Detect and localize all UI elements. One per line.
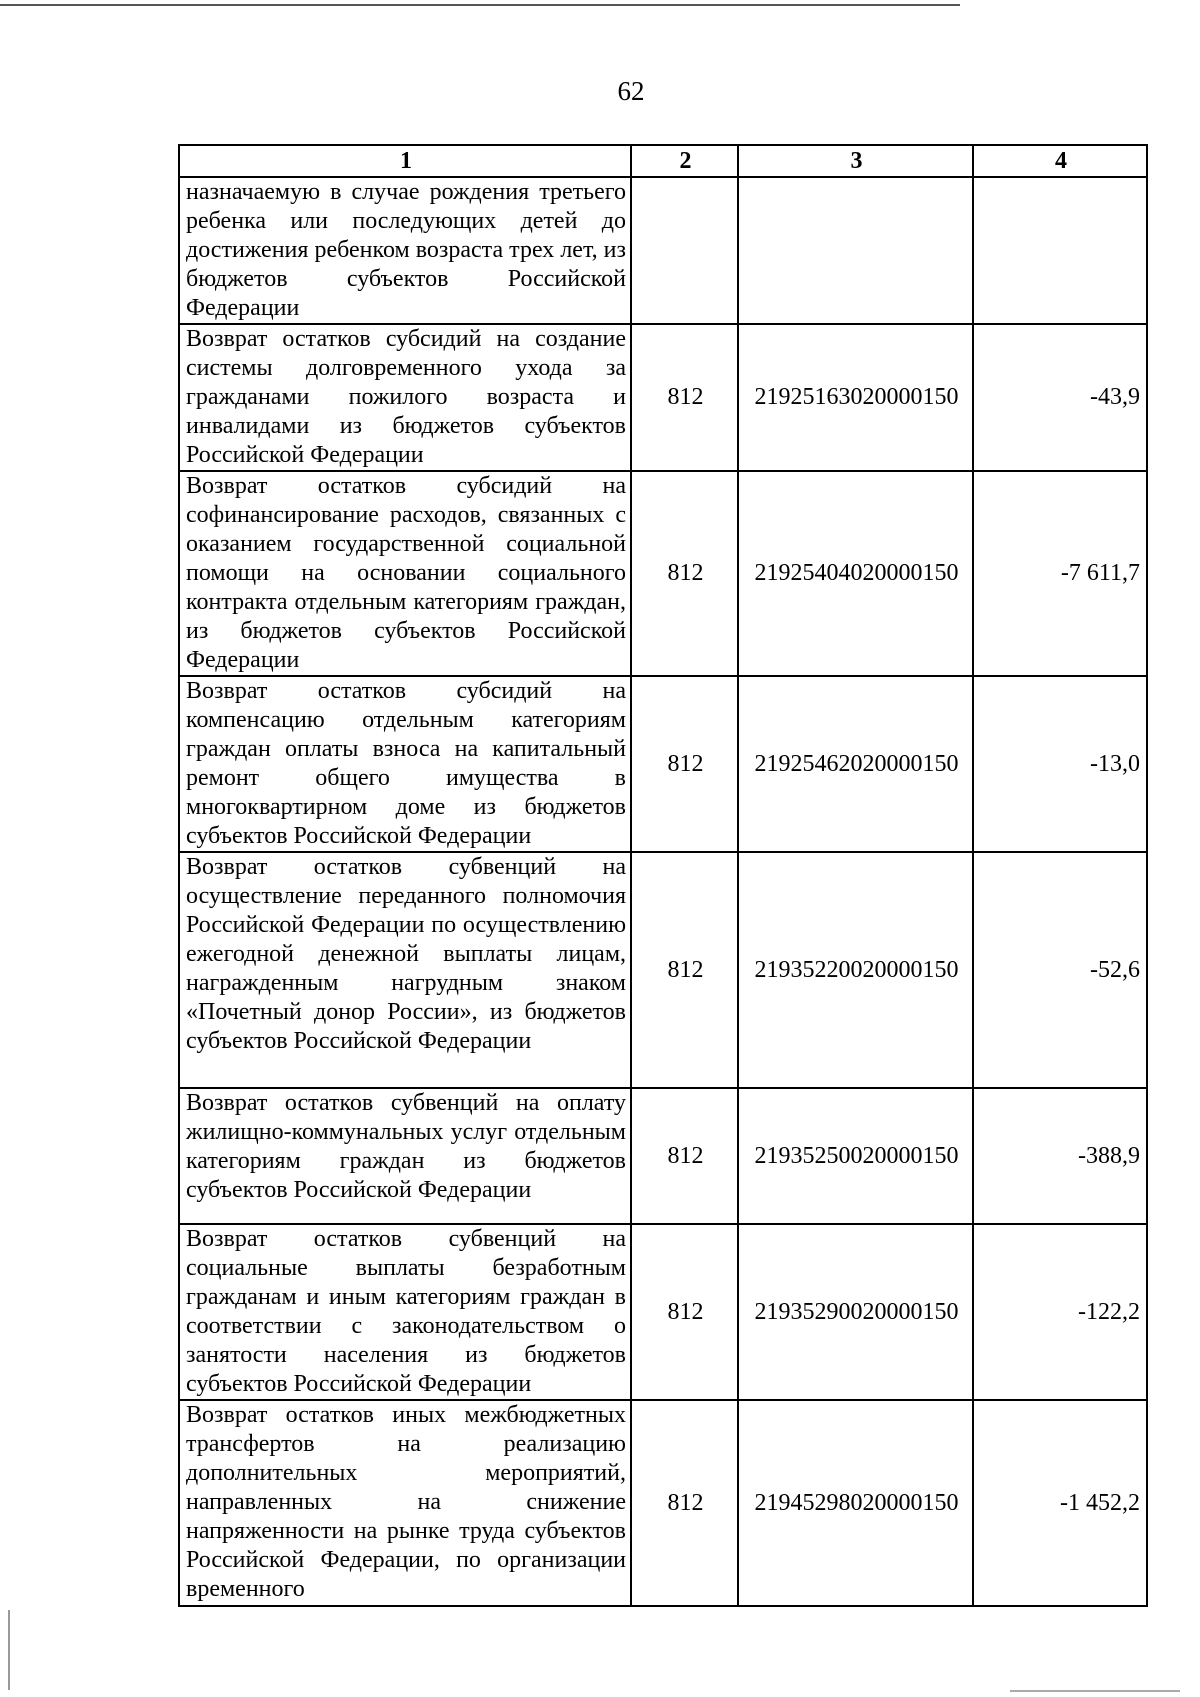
row-admin-cell: 812	[631, 1400, 738, 1606]
row-name-cell: Возврат остатков субвенций на оплату жилищно-коммунальных услуг отдельным категориям граждан из бюджетов субъектов Российской Федерации	[179, 1088, 631, 1224]
table-body	[179, 177, 1147, 1606]
column-header-2: 2	[631, 145, 738, 177]
table-header	[179, 145, 1147, 177]
row-amount-cell: -13,0	[973, 676, 1147, 852]
page-number: 62	[617, 76, 645, 106]
row-amount-cell: -43,9	[973, 324, 1147, 471]
row-name-cell: назначаемую в случае рождения третьего ребенка или последующих детей до достижения ребенком возраста трех лет, из бюджетов субъектов Российской Федерации	[179, 177, 631, 324]
scan-edge-mark	[1010, 1690, 1180, 1692]
row-amount-cell: -7 611,7	[973, 471, 1147, 676]
scan-edge-line	[0, 4, 960, 6]
row-admin-cell: 812	[631, 1224, 738, 1400]
table-row	[179, 177, 1147, 324]
row-amount-cell: -1 452,2	[973, 1400, 1147, 1606]
column-header-3: 3	[738, 145, 973, 177]
table-row	[179, 1088, 1147, 1224]
budget-table	[178, 144, 1148, 1607]
table-row	[179, 676, 1147, 852]
row-code-cell: 21935220020000150	[738, 852, 973, 1088]
row-admin-cell: 812	[631, 676, 738, 852]
row-name-cell: Возврат остатков субвенций на социальные выплаты безработным гражданам и иным категориям граждан в соответствии с законодательством о занятости населения из бюджетов субъектов Российской Федерации	[179, 1224, 631, 1400]
row-admin-cell: 812	[631, 471, 738, 676]
row-code-cell: 21935250020000150	[738, 1088, 973, 1224]
row-code-cell: 21925404020000150	[738, 471, 973, 676]
table-row	[179, 471, 1147, 676]
row-admin-cell: 812	[631, 1088, 738, 1224]
row-admin-cell: 812	[631, 852, 738, 1088]
table-row	[179, 1400, 1147, 1606]
row-name-cell: Возврат остатков субвенций на осуществление переданного полномочия Российской Федерации по осуществлению ежегодной денежной выплаты лицам, награжденным нагрудным знаком «Почетный донор России», из бюджетов субъектов Российской Федерации	[179, 852, 631, 1088]
row-name-cell: Возврат остатков иных межбюджетных трансфертов на реализацию дополнительных мероприятий, направленных на снижение напряженности на рынке труда субъектов Российской Федерации, по организации временного	[179, 1400, 631, 1606]
row-name-cell: Возврат остатков субсидий на создание системы долговременного ухода за гражданами пожилого возраста и инвалидами из бюджетов субъектов Российской Федерации	[179, 324, 631, 471]
row-amount-cell	[973, 177, 1147, 324]
row-code-cell: 21945298020000150	[738, 1400, 973, 1606]
row-amount-cell: -388,9	[973, 1088, 1147, 1224]
header-row	[179, 145, 1147, 177]
row-name-cell: Возврат остатков субсидий на компенсацию отдельным категориям граждан оплаты взноса на капитальный ремонт общего имущества в многоквартирном доме из бюджетов субъектов Российской Федерации	[179, 676, 631, 852]
column-header-1: 1	[179, 145, 631, 177]
row-admin-cell	[631, 177, 738, 324]
row-admin-cell: 812	[631, 324, 738, 471]
row-code-cell	[738, 177, 973, 324]
table-row	[179, 324, 1147, 471]
row-name-cell: Возврат остатков субсидий на софинансирование расходов, связанных с оказанием государственной социальной помощи на основании социального контракта отдельным категориям граждан, из бюджетов субъектов Российской Федерации	[179, 471, 631, 676]
row-code-cell: 21925462020000150	[738, 676, 973, 852]
table-row	[179, 1224, 1147, 1400]
row-code-cell: 21925163020000150	[738, 324, 973, 471]
row-amount-cell: -122,2	[973, 1224, 1147, 1400]
table-row	[179, 852, 1147, 1088]
row-amount-cell: -52,6	[973, 852, 1147, 1088]
column-header-4: 4	[973, 145, 1147, 177]
row-code-cell: 21935290020000150	[738, 1224, 973, 1400]
scan-edge-mark	[8, 1610, 10, 1690]
